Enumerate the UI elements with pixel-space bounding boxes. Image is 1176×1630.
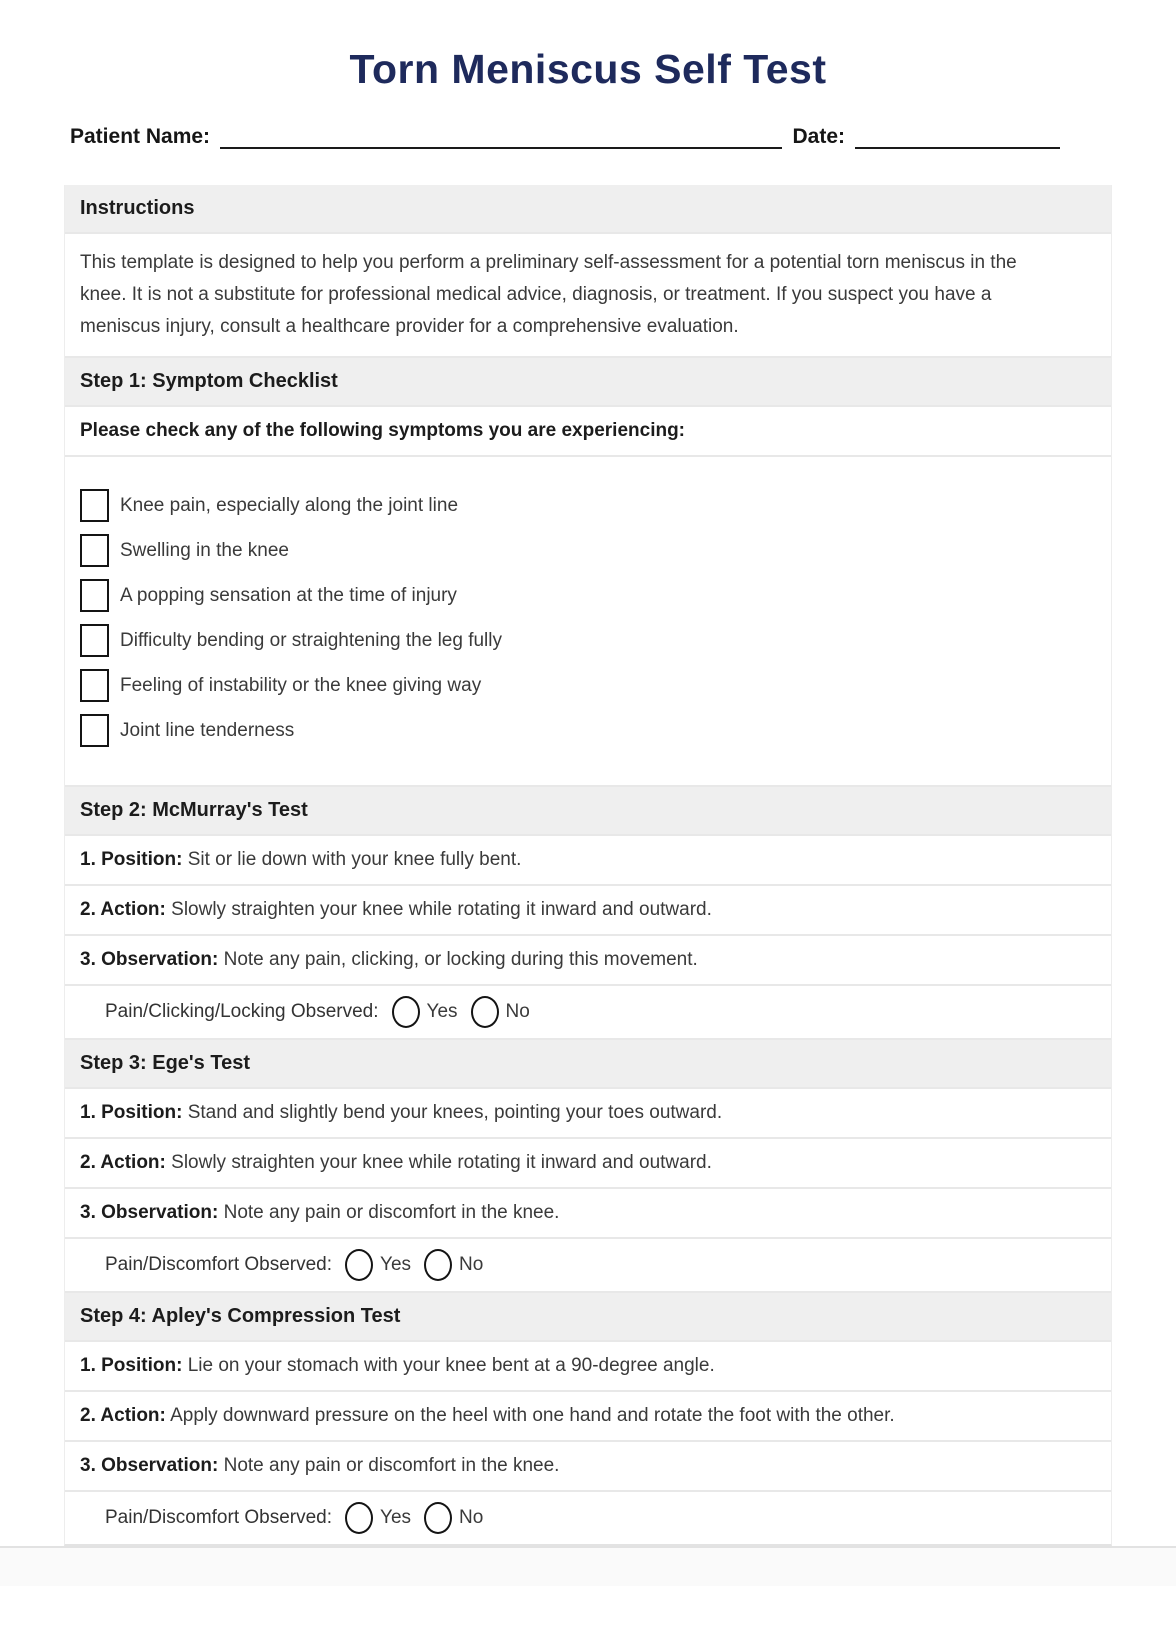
checkbox-icon[interactable] — [80, 489, 109, 522]
step-row-text: Slowly straighten your knee while rotating it inward and outward. — [171, 899, 712, 920]
step4-yes-radio[interactable] — [345, 1502, 373, 1534]
checkbox-icon[interactable] — [80, 669, 109, 702]
step-row-text: Note any pain or discomfort in the knee. — [223, 1455, 560, 1476]
observed-label: Pain/Discomfort Observed: — [105, 1507, 333, 1528]
step3-yes-radio[interactable] — [345, 1249, 373, 1281]
step3-header: Step 3: Ege's Test — [65, 1038, 1111, 1087]
symptom-checklist — [65, 455, 1111, 785]
step-row-label: 2. Action: — [80, 1405, 166, 1426]
step-row-label: 3. Observation: — [80, 949, 219, 970]
step-row-label: 2. Action: — [80, 899, 166, 920]
date-field[interactable] — [855, 123, 1060, 149]
step4-action-row — [65, 1390, 1111, 1440]
step-row-label: 1. Position: — [80, 849, 183, 870]
page-bottom-background — [0, 1546, 1176, 1586]
patient-name-field[interactable] — [220, 123, 782, 149]
step-row-text: Stand and slightly bend your knees, pointing your toes outward. — [187, 1102, 723, 1123]
checklist-item-label: Feeling of instability or the knee giving way — [120, 674, 482, 696]
step3-no-radio[interactable] — [424, 1249, 452, 1281]
checkbox-icon[interactable] — [80, 624, 109, 657]
step2-action-row — [65, 884, 1111, 934]
step1-prompt: Please check any of the following symptoms you are experiencing: — [65, 405, 1111, 455]
yes-label: Yes — [380, 1254, 412, 1275]
step3-position-row — [65, 1087, 1111, 1137]
checklist-item-label: A popping sensation at the time of injury — [120, 584, 457, 606]
checklist-item-swelling[interactable] — [80, 534, 1096, 567]
form-table — [64, 185, 1112, 1546]
step-row-label: 1. Position: — [80, 1102, 183, 1123]
observed-label: Pain/Discomfort Observed: — [105, 1254, 333, 1275]
step-row-text: Lie on your stomach with your knee bent at a 90-degree angle. — [187, 1355, 715, 1376]
step2-observation-row — [65, 934, 1111, 984]
step-row-text: Apply downward pressure on the heel with one hand and rotate the foot with the other. — [170, 1405, 895, 1426]
step2-observed-row — [65, 984, 1111, 1038]
step4-no-radio[interactable] — [424, 1502, 452, 1534]
step1-header: Step 1: Symptom Checklist — [65, 356, 1111, 405]
step3-observation-row — [65, 1187, 1111, 1237]
instructions-header: Instructions — [65, 185, 1111, 232]
step4-header: Step 4: Apley's Compression Test — [65, 1291, 1111, 1340]
step3-action-row — [65, 1137, 1111, 1187]
yes-label: Yes — [426, 1001, 458, 1022]
step2-yes-radio[interactable] — [392, 996, 420, 1028]
no-label: No — [459, 1507, 484, 1528]
checklist-item-label: Knee pain, especially along the joint line — [120, 494, 459, 516]
step-row-text: Sit or lie down with your knee fully bent. — [187, 849, 522, 870]
step4-observation-row — [65, 1440, 1111, 1490]
observed-label: Pain/Clicking/Locking Observed: — [105, 1001, 379, 1022]
step-row-label: 2. Action: — [80, 1152, 166, 1173]
checkbox-icon[interactable] — [80, 714, 109, 747]
page-title: Torn Meniscus Self Test — [349, 46, 827, 92]
checkbox-icon[interactable] — [80, 579, 109, 612]
step2-header: Step 2: McMurray's Test — [65, 785, 1111, 834]
step-row-label: 3. Observation: — [80, 1202, 219, 1223]
instructions-body: This template is designed to help you perform a preliminary self-assessment for a potential torn meniscus in the knee. It is not a substitute for professional medical advice, diagnosis, or treatment. If you suspect you have a meniscus injury, consult a healthcare provider for a comprehensive evaluation. — [65, 232, 1111, 356]
checklist-item-difficulty-bending[interactable] — [80, 624, 1096, 657]
step-row-label: 1. Position: — [80, 1355, 183, 1376]
checklist-item-label: Difficulty bending or straightening the leg fully — [120, 629, 502, 651]
step-row-text: Note any pain, clicking, or locking during this movement. — [223, 949, 698, 970]
no-label: No — [459, 1254, 484, 1275]
checklist-item-instability[interactable] — [80, 669, 1096, 702]
step3-observed-row — [65, 1237, 1111, 1291]
step-row-text: Slowly straighten your knee while rotating it inward and outward. — [171, 1152, 712, 1173]
patient-name-label: Patient Name: — [70, 125, 211, 148]
checklist-item-knee-pain[interactable] — [80, 489, 1096, 522]
patient-date-row — [70, 123, 1060, 149]
step4-position-row — [65, 1340, 1111, 1390]
step4-observed-row — [65, 1490, 1111, 1544]
yes-label: Yes — [380, 1507, 412, 1528]
checklist-item-popping[interactable] — [80, 579, 1096, 612]
checklist-item-label: Joint line tenderness — [120, 719, 295, 741]
step2-no-radio[interactable] — [471, 996, 499, 1028]
step2-position-row — [65, 834, 1111, 884]
checkbox-icon[interactable] — [80, 534, 109, 567]
date-label: Date: — [792, 125, 845, 148]
checklist-item-tenderness[interactable] — [80, 714, 1096, 747]
no-label: No — [505, 1001, 530, 1022]
step-row-label: 3. Observation: — [80, 1455, 219, 1476]
step-row-text: Note any pain or discomfort in the knee. — [223, 1202, 560, 1223]
checklist-item-label: Swelling in the knee — [120, 539, 289, 561]
